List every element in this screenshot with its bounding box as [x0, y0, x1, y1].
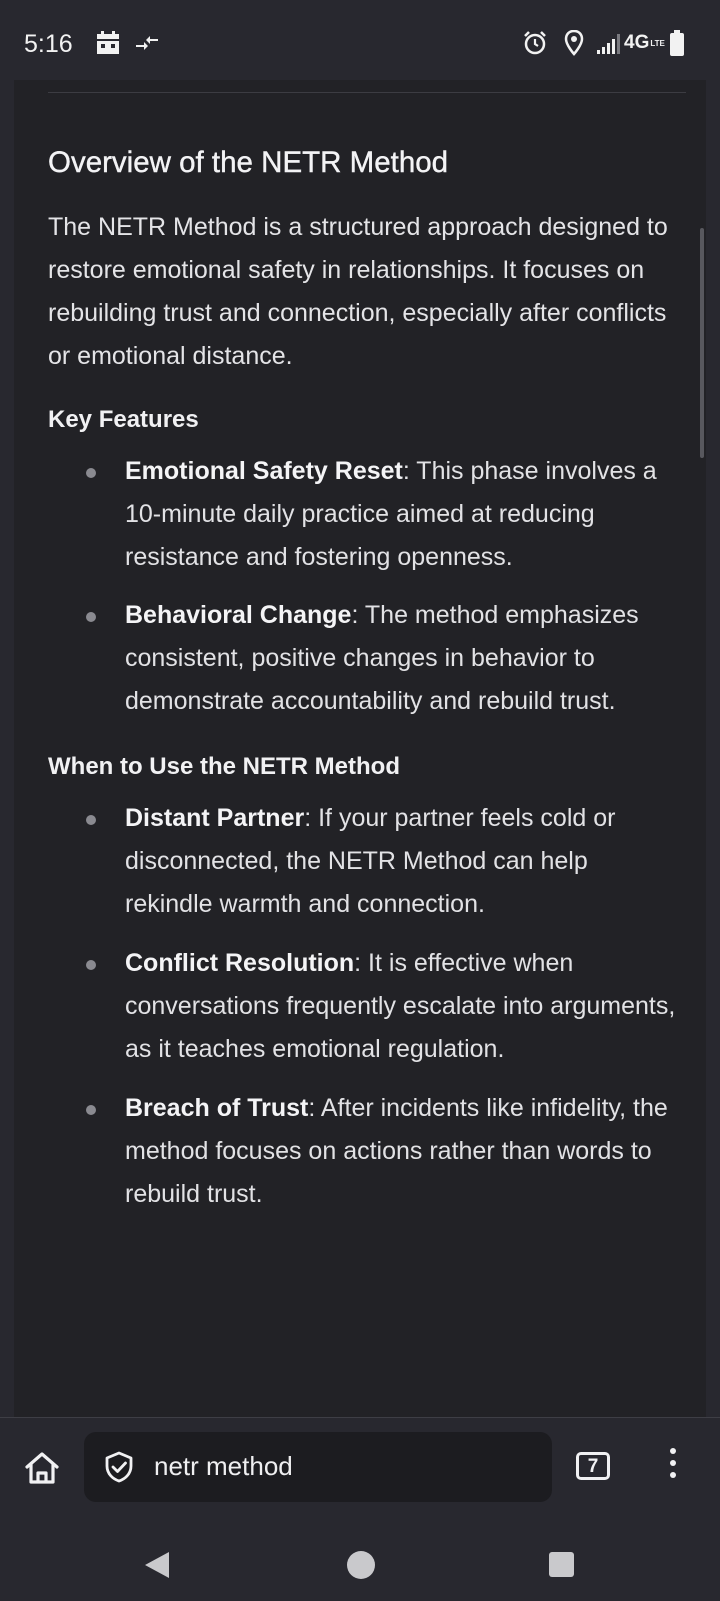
article	[48, 140, 678, 1216]
network-type: 4G LTE	[624, 32, 665, 53]
list-item-term: Emotional Safety Reset	[125, 457, 403, 485]
bullet	[86, 612, 96, 622]
signal-icon	[596, 30, 622, 56]
list-item-term: Breach of Trust	[125, 1094, 309, 1122]
status-time: 5:16	[24, 30, 73, 58]
section-heading-key-features: Key Features	[48, 406, 199, 433]
divider	[48, 92, 686, 93]
article-intro: The NETR Method is a structured approach designed to restore emotional safety in relationships. It focuses on rebuilding trust and connection, especially after conflicts or emotional distance.	[48, 213, 668, 370]
location-icon	[564, 30, 584, 56]
bullet	[86, 815, 96, 825]
list-item-term: Behavioral Change	[125, 601, 352, 629]
section-heading-when-to-use: When to Use the NETR Method	[48, 753, 400, 780]
menu-dot-icon	[670, 1460, 676, 1466]
list-item	[48, 594, 678, 723]
list-item-text: : This phase involves a 10-minute daily practice aimed at reducing resistance and fostering openness.	[125, 457, 657, 571]
overflow-menu-button[interactable]	[668, 1448, 678, 1488]
back-icon[interactable]	[145, 1552, 169, 1578]
browser-toolbar	[0, 1417, 720, 1601]
address-bar[interactable]	[84, 1432, 552, 1502]
bullet	[86, 468, 96, 478]
list-item-text: : After incidents like infidelity, the method focuses on actions rather than words to rebuild trust.	[125, 1094, 668, 1208]
tab-switcher-button[interactable]: 7	[576, 1452, 610, 1480]
recent-apps-icon[interactable]	[549, 1552, 574, 1577]
list-item	[48, 450, 678, 579]
system-navigation-bar	[0, 1530, 720, 1601]
home-icon	[22, 1448, 62, 1488]
list-item-term: Distant Partner	[125, 804, 305, 832]
scrollbar[interactable]	[700, 228, 704, 458]
home-button[interactable]	[22, 1448, 62, 1488]
data-transfer-icon	[134, 30, 160, 56]
menu-dot-icon	[670, 1448, 676, 1454]
list-item-text: : The method emphasizes consistent, positive changes in behavior to demonstrate accountability and rebuild trust.	[125, 601, 639, 715]
web-content[interactable]	[14, 80, 706, 1417]
list-item-text: : If your partner feels cold or disconnected, the NETR Method can help rekindle warmth and connection.	[125, 804, 616, 918]
calendar-icon	[96, 30, 120, 56]
when-to-use-list	[48, 797, 678, 1216]
bullet	[86, 960, 96, 970]
article-title: Overview of the NETR Method	[48, 146, 449, 179]
bullet	[86, 1105, 96, 1115]
alarm-icon	[522, 30, 548, 56]
menu-dot-icon	[670, 1472, 676, 1478]
key-features-list	[48, 450, 678, 723]
status-bar	[0, 0, 720, 80]
battery-icon	[670, 30, 684, 56]
list-item-text: : It is effective when conversations frequently escalate into arguments, as it teaches emotional regulation.	[125, 949, 676, 1063]
list-item	[48, 942, 678, 1071]
home-circle-icon[interactable]	[347, 1551, 375, 1579]
address-bar-text: netr method	[154, 1451, 293, 1481]
list-item	[48, 797, 678, 926]
list-item	[48, 1087, 678, 1216]
list-item-term: Conflict Resolution	[125, 949, 355, 977]
shield-check-icon	[102, 1450, 136, 1484]
